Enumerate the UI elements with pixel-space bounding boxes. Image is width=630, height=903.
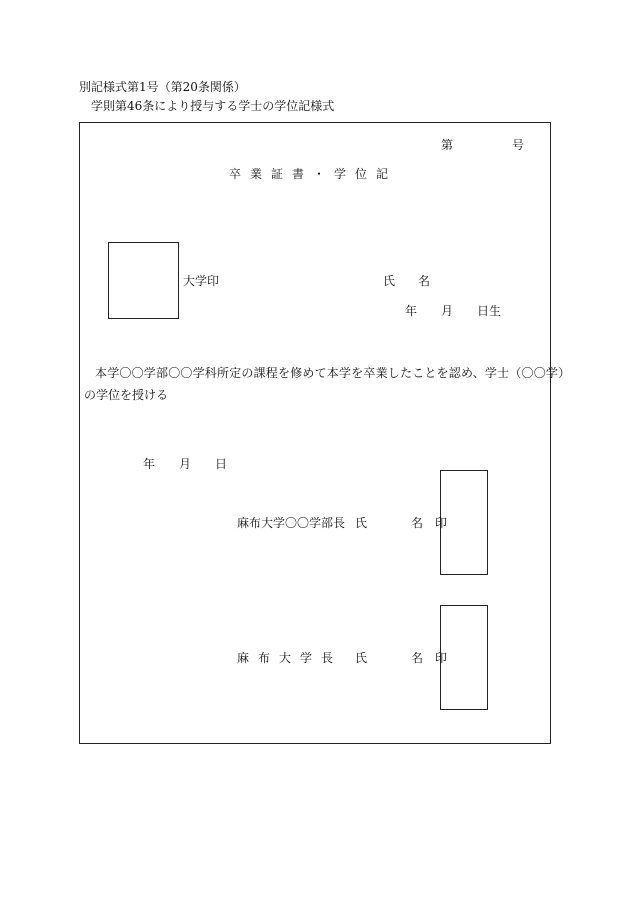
form-title: 別記様式第1号（第20条関係） — [79, 80, 246, 94]
number-suffix: 号 — [512, 138, 525, 152]
form-subtitle: 学則第46条により授与する学士の学位記様式 — [91, 99, 335, 113]
date-month: 月 — [179, 457, 192, 471]
birth-month: 月 — [441, 304, 454, 318]
dean-name-2: 名 — [411, 516, 424, 530]
dean-seal-box — [440, 470, 488, 575]
president-seal-box — [440, 605, 488, 710]
birth-day: 日生 — [477, 304, 502, 318]
body-line-1: 本学〇〇学部〇〇学科所定の課程を修めて本学を卒業したことを認め、学士（〇〇学） — [95, 366, 571, 380]
dean-name-1: 氏 — [355, 516, 368, 530]
name-label-2: 名 — [418, 274, 431, 288]
date-day: 日 — [215, 457, 228, 471]
certificate-title: 卒業証書・学位記 — [229, 167, 398, 181]
number-prefix: 第 — [441, 138, 454, 152]
birth-year: 年 — [405, 304, 418, 318]
president-name-2: 名 — [411, 651, 424, 665]
university-seal-label: 大学印 — [183, 274, 220, 288]
date-year: 年 — [143, 457, 156, 471]
president-seal-label: 印 — [435, 651, 448, 665]
body-line-2: の学位を授ける — [84, 388, 169, 402]
dean-seal-label: 印 — [435, 516, 448, 530]
name-label-1: 氏 — [383, 274, 396, 288]
university-seal-box — [108, 242, 179, 319]
dean-title: 麻布大学〇〇学部長 — [237, 516, 346, 530]
president-title: 麻布大学長 — [237, 651, 343, 665]
president-name-1: 氏 — [355, 651, 368, 665]
